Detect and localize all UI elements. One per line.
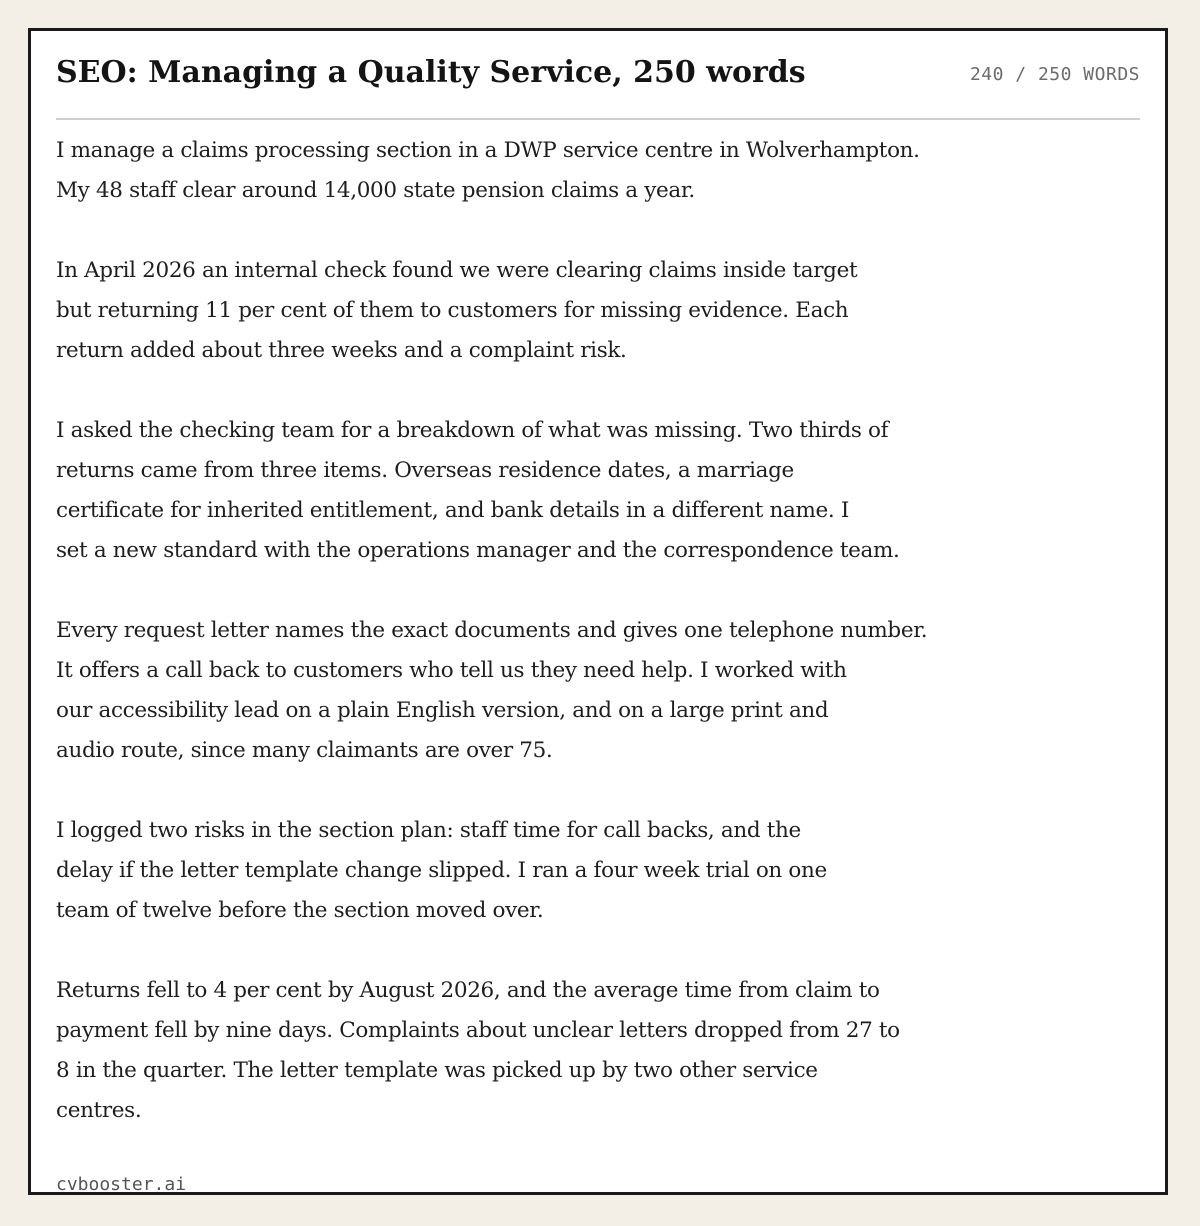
word-count-badge: 240 / 250 WORDS	[969, 64, 1140, 85]
paragraph-actions: Every request letter names the exact documents and gives one telephone number. It offers a call back to customers who tell us they need help. I worked with our accessibility lead on a plain English version, and on a large print and audio route, since many claimants are over 75.	[56, 618, 928, 763]
page-title: SEO: Managing a Quality Service, 250 words	[56, 55, 806, 90]
paragraph-analysis: I asked the checking team for a breakdown of what was missing. Two thirds of returns came from three items. Overseas residence dates, a marriage certificate for inherited entitlement, and bank details in a different name. I set a new standard with the operations manager and the correspondence team.	[56, 418, 900, 563]
paragraph-situation: I manage a claims processing section in a DWP service centre in Wolverhampton. My 48 staff clear around 14,000 state pension claims a year.	[56, 138, 920, 203]
answer-body	[56, 131, 1136, 1171]
paragraph-results: Returns fell to 4 per cent by August 2026, and the average time from claim to payment fell by nine days. Complaints about unclear letters dropped from 27 to 8 in the quarter. The letter template was picked up by two other service centres.	[56, 978, 900, 1123]
paragraph-problem: In April 2026 an internal check found we were clearing claims inside target but returning 11 per cent of them to customers for missing evidence. Each return added about three weeks and a complaint risk.	[56, 258, 858, 363]
answer-card	[28, 28, 1168, 1195]
paragraph-risks: I logged two risks in the section plan: staff time for call backs, and the delay if the letter template change slipped. I ran a four week trial on one team of twelve before the section moved over.	[56, 818, 827, 923]
footer-brand: cvbooster.ai	[56, 1174, 187, 1195]
card-header	[56, 31, 1140, 120]
